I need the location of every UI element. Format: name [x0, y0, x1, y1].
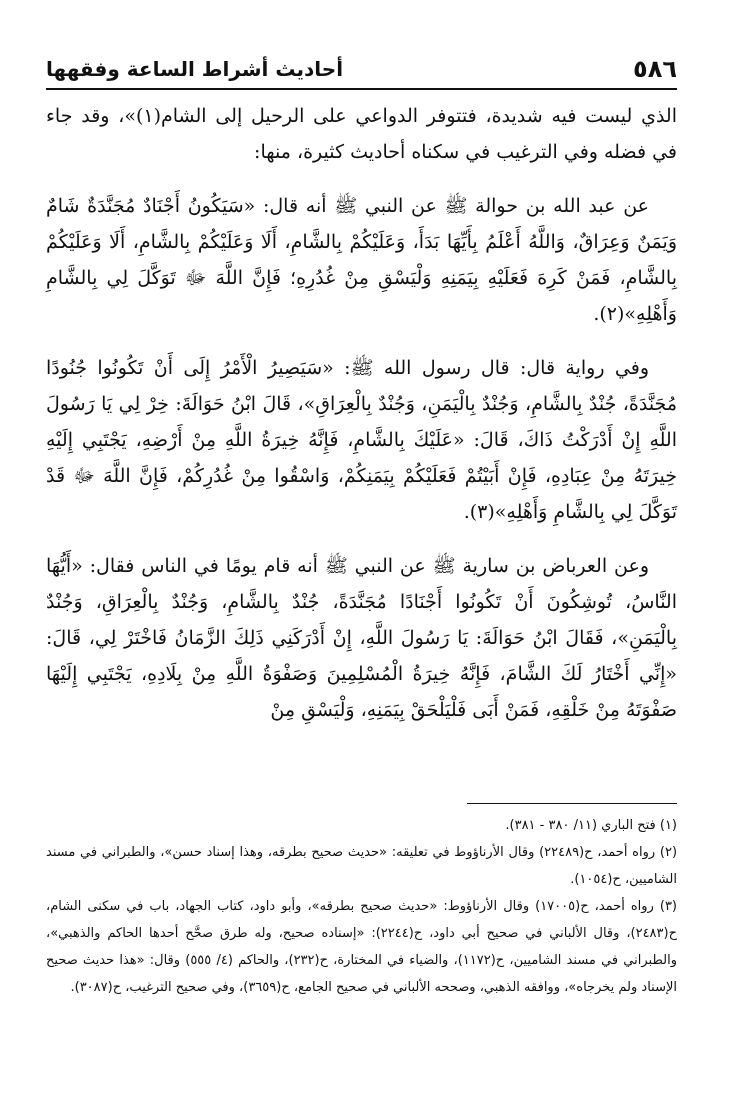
footnote-2: (٢) رواه أحمد، ح(٢٢٤٨٩) وقال الأرناؤوط في تعليقه: «حديث صحيح بطرقه، وهذا إسناد حسن»، والطبراني في مسند الشاميين، ح(١٠٥٤).: [46, 845, 678, 887]
footnote-divider: [467, 803, 677, 804]
header-divider: [46, 88, 677, 90]
paragraph-hadith-irbad: وعن العرباض بن سارية ﷺ عن النبي ﷺ أنه قام يومًا في الناس فقال: «أَيُّهَا النَّاسُ، تُوشِكُونَ أَنْ تَكُونُوا أَجْنَادًا مُجَنَّدَةً، جُنْدٌ بِالشَّامِ، وَجُنْدٌ بِالْعِرَاقِ، وَجُنْدٌ بِالْيَمَنِ»، فَقَالَ ابْنُ حَوَالَةَ: يَا رَسُولَ اللَّهِ، إِنْ أَدْرَكَنِي ذَلِكَ الزَّمَانُ فَاخْتَرْ لِي، قَالَ: «إِنِّي أَخْتَارُ لَكَ الشَّامَ، فَإِنَّهُ خِيرَةُ الْمُسْلِمِينَ وَصَفْوَةُ اللَّهِ مِنْ بِلَادِهِ، يَجْتَبِي إِلَيْهَا صَفْوَتَهُ مِنْ خَلْقِهِ، فَمَنْ أَبَى فَلْيَلْحَقْ بِيَمَنِهِ، وَلْيَسْقِ مِنْ: [46, 555, 677, 721]
footnote-3: (٣) رواه أحمد، ح(١٧٠٠٥) وقال الأرناؤوط: «حديث صحيح بطرقه»، وأبو داود، كتاب الجهاد، باب في سكنى الشام، ح(٢٤٨٣)، وقال الألباني في صحيح أبي داود، ح(٢٢٤٤): «إسناده صحيح، وله طرق صحَّح أحدها الحاكم والذهبي»، والطبراني في مسند الشاميين، ح(١١٧٢)، والضياء في المختارة، ح(٢٣٢)، والحاكم (٤/ ٥٥٥) وقال: «هذا حديث صحيح الإسناد ولم يخرجاه»، ووافقه الذهبي، وصححه الألباني في صحيح الجامع، ح(٣٦٥٩)، وفي صحيح الترغيب، ح(٣٠٨٧).: [46, 899, 677, 995]
page-header: [46, 52, 677, 86]
page-number: ٥٨٦: [633, 55, 677, 83]
footnote-1: (١) فتح الباري (١١/ ٣٨٠ - ٣٨١).: [505, 818, 677, 833]
paragraph-second-narration: وفي رواية قال: قال رسول الله ﷺ: «سَيَصِيرُ الْأَمْرُ إِلَى أَنْ تَكُونُوا جُنُودًا مُجَنَّدَةً، جُنْدٌ بِالشَّامِ، وَجُنْدٌ بِالْيَمَنِ، وَجُنْدٌ بِالْعِرَاقِ»، قَالَ ابْنُ حَوَالَةَ: خِرْ لِي يَا رَسُولَ اللَّهِ إِنْ أَدْرَكْتُ ذَاكَ، قَالَ: «عَلَيْكَ بِالشَّامِ، فَإِنَّهُ خِيرَةُ اللَّهِ مِنْ أَرْضِهِ، يَجْتَبِي إِلَيْهِ خِيرَتَهُ مِنْ عِبَادِهِ، فَإِنْ أَبَيْتُمْ فَعَلَيْكُمْ بِيَمَنِكُمْ، وَاسْقُوا مِنْ غُدُرِكُمْ، فَإِنَّ اللَّهَ ﷻ قَدْ تَوَكَّلَ لِي بِالشَّامِ وَأَهْلِهِ»(٣).: [46, 357, 677, 523]
paragraph-hadith-ibn-hawala: عن عبد الله بن حوالة ﷺ عن النبي ﷺ أنه قال: «سَيَكُونُ أَجْنَادٌ مُجَنَّدَةٌ شَامٌ وَيَمَنٌ وَعِرَاقٌ، وَاللَّهُ أَعْلَمُ بِأَيِّهَا بَدَأَ، وَعَلَيْكُمْ بِالشَّامِ، أَلَا وَعَلَيْكُمْ بِالشَّامِ، أَلَا وَعَلَيْكُمْ بِالشَّامِ، فَمَنْ كَرِهَ فَعَلَيْهِ بِيَمَنِهِ وَلْيَسْقِ مِنْ غُدُرِهِ؛ فَإِنَّ اللَّهَ ﷻ تَوَكَّلَ لِي بِالشَّامِ وَأَهْلِهِ»(٢).: [46, 195, 677, 325]
main-text: [46, 98, 677, 746]
running-title: أحاديث أشراط الساعة وفقهها: [46, 57, 344, 81]
footnotes: [46, 812, 677, 1001]
paragraph-intro: الذي ليست فيه شديدة، فتتوفر الدواعي على الرحيل إلى الشام(١)»، وقد جاء في فضله وفي الترغيب في سكناه أحاديث كثيرة، منها:: [46, 105, 677, 163]
